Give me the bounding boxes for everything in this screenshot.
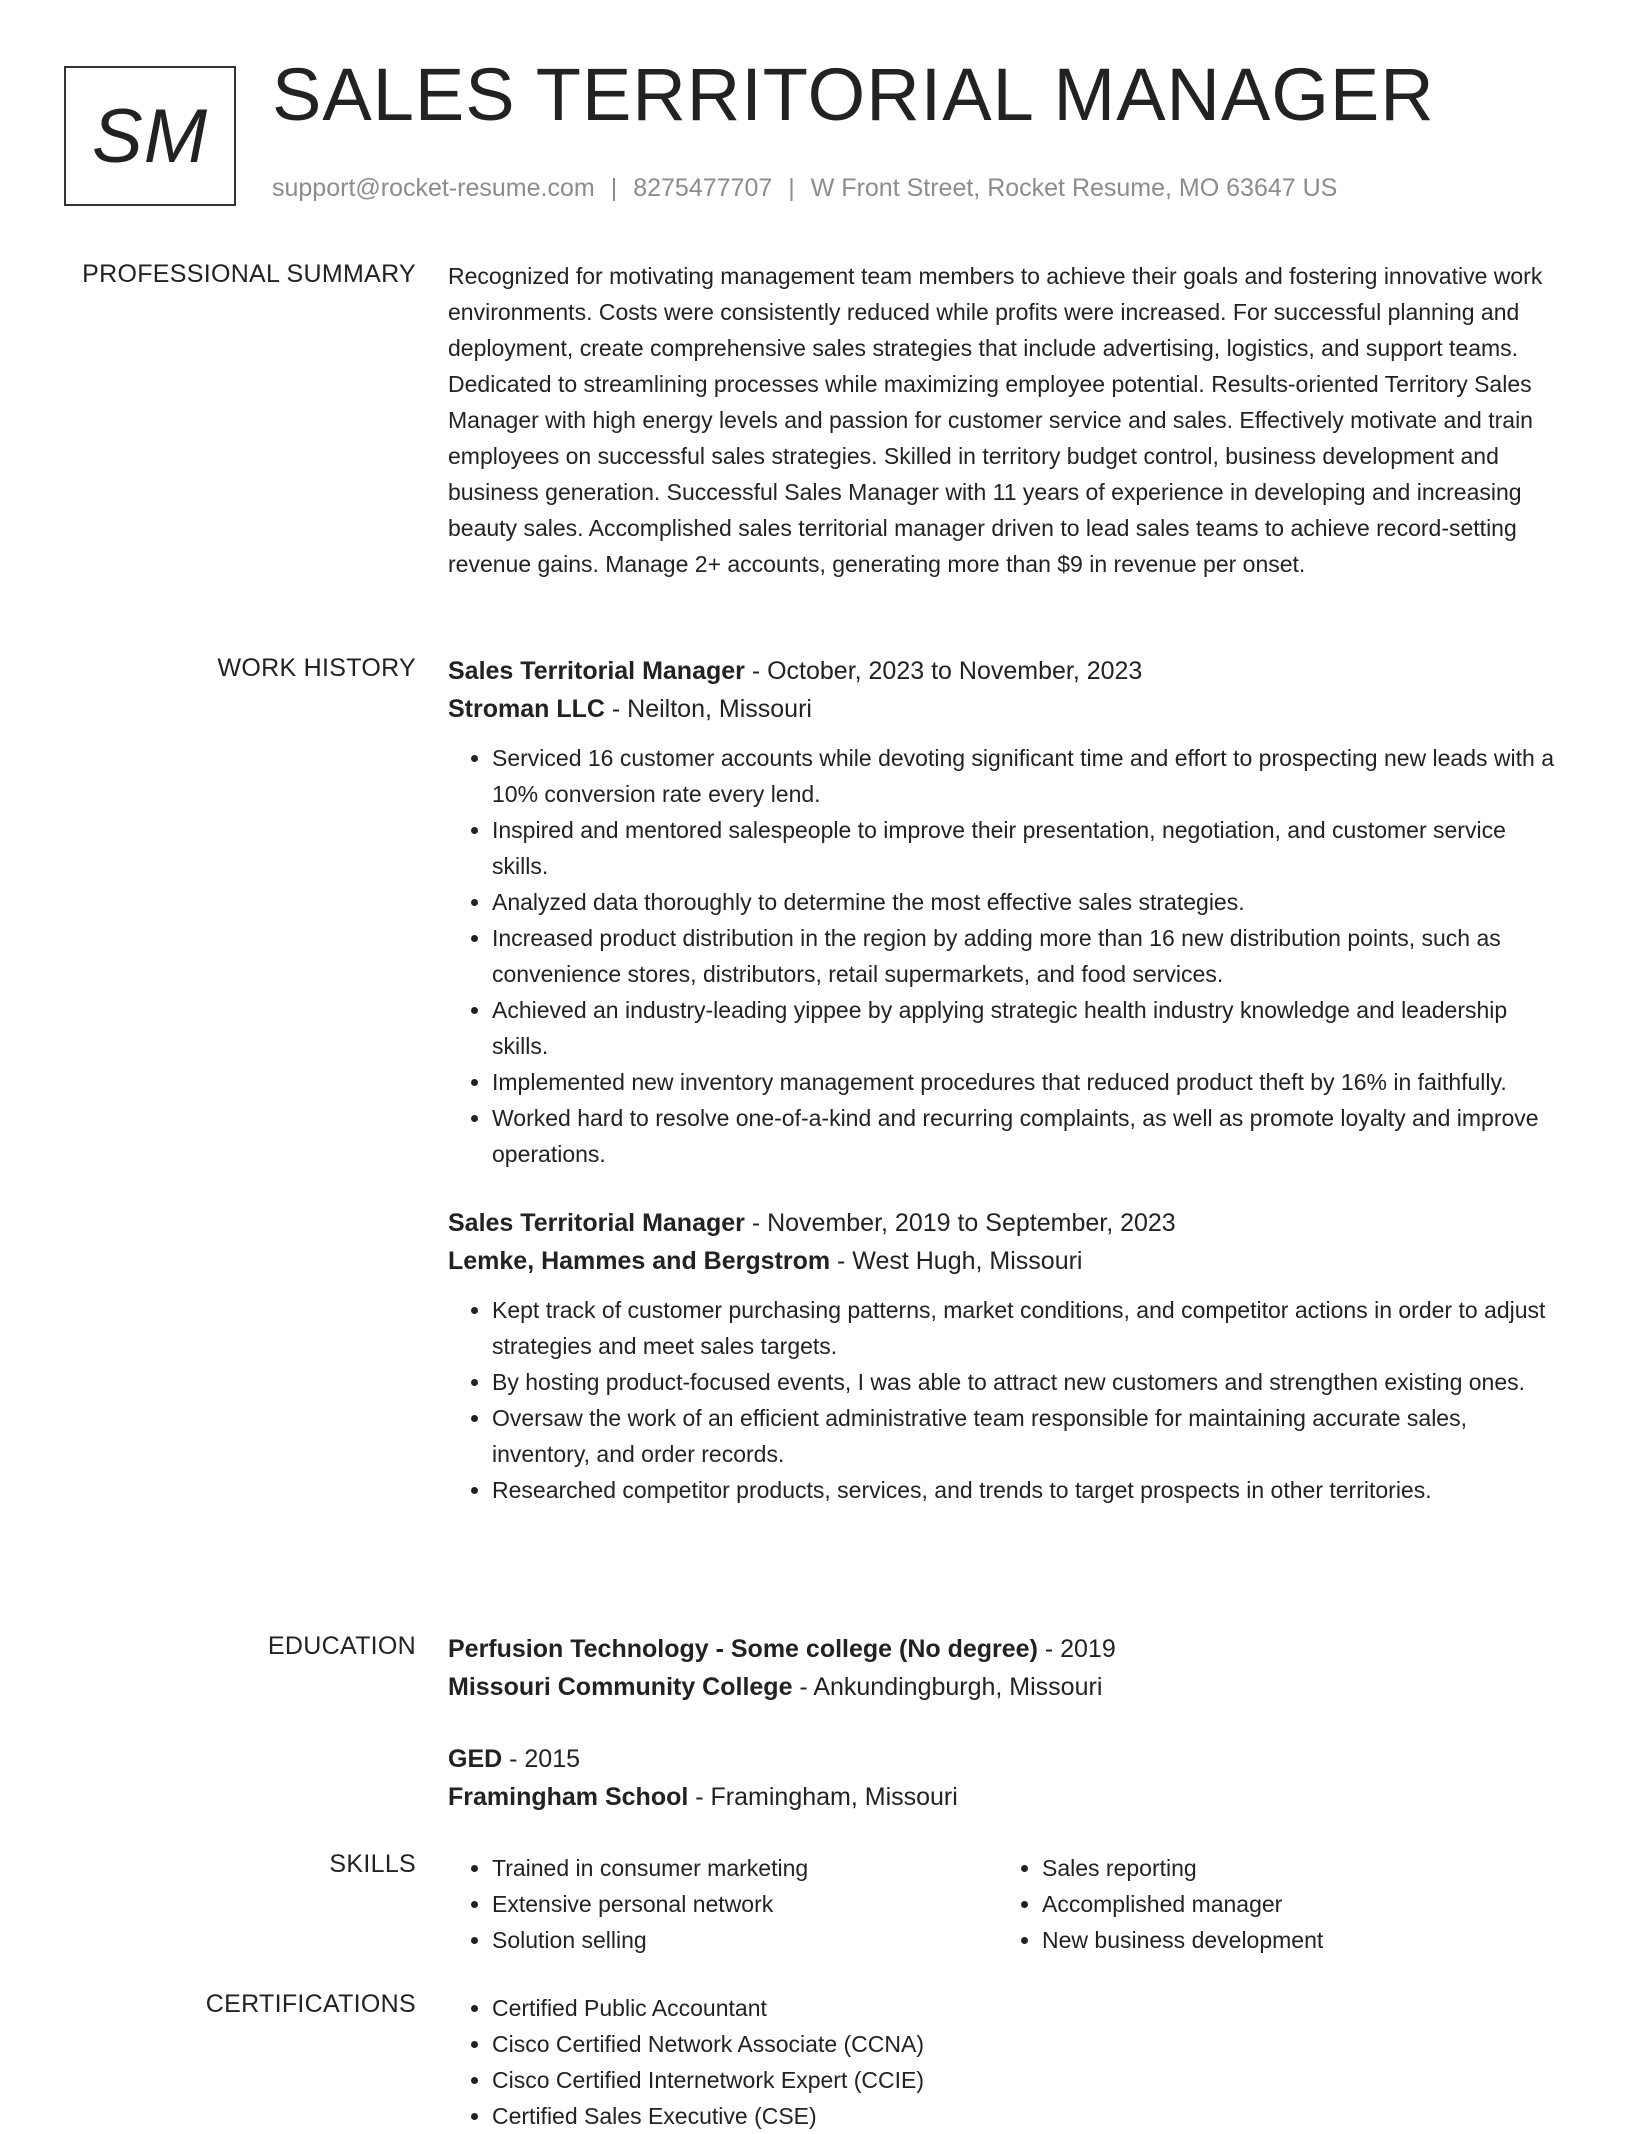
- education-school-line: [448, 1668, 1560, 1706]
- list-item: • Analyzed data thoroughly to determine the most effective sales strategies.: [492, 884, 1560, 920]
- job-location: - West Hugh, Missouri: [830, 1247, 1083, 1275]
- list-item: • Serviced 16 customer accounts while devoting significant time and effort to prospecting new leads with a 10% conversion rate every lend.: [492, 740, 1560, 812]
- job-location: - Neilton, Missouri: [604, 695, 812, 723]
- list-item: • Oversaw the work of an efficient administrative team responsible for maintaining accurate sales, inventory, and order records.: [492, 1400, 1560, 1472]
- certifications-body: [448, 1990, 1560, 2134]
- job-company-line: [448, 690, 1560, 728]
- education-entry: [448, 1740, 1560, 1816]
- list-item: • Researched competitor products, services, and trends to target prospects in other territories.: [492, 1472, 1560, 1508]
- certifications-list: [448, 1990, 1560, 2134]
- list-item: • Extensive personal network: [492, 1886, 998, 1922]
- education-degree: GED: [448, 1745, 503, 1773]
- job-title: Sales Territorial Manager: [448, 657, 745, 685]
- list-item: • Solution selling: [492, 1922, 998, 1958]
- education-body: [448, 1630, 1560, 1816]
- education-degree-line: [448, 1630, 1560, 1668]
- job-title: Sales Territorial Manager: [448, 1209, 745, 1237]
- skills-column-right: [998, 1850, 1548, 1958]
- list-item: • Increased product distribution in the region by adding more than 16 new distribution points, such as convenience stores, distributors, retail supermarkets, and food services.: [492, 920, 1560, 992]
- job-entry: [448, 652, 1560, 1172]
- list-item: • Sales reporting: [1042, 1850, 1548, 1886]
- job-title-line: [448, 652, 1560, 690]
- education-school: Framingham School: [448, 1783, 689, 1811]
- summary-body: [448, 258, 1560, 582]
- education-location: - Framingham, Missouri: [688, 1783, 958, 1811]
- education-year: - 2019: [1037, 1635, 1116, 1663]
- list-item: • Cisco Certified Network Associate (CCNA): [492, 2026, 1560, 2062]
- education-location: - Ankundingburgh, Missouri: [792, 1673, 1103, 1701]
- list-item: • Worked hard to resolve one-of-a-kind and recurring complaints, as well as promote loyalty and improve operations.: [492, 1100, 1560, 1172]
- contact-separator: |: [610, 174, 618, 202]
- section-label-education: EDUCATION: [267, 1632, 416, 1660]
- job-company-line: [448, 1242, 1560, 1280]
- section-label-certifications: CERTIFICATIONS: [205, 1990, 416, 2018]
- education-school-line: [448, 1778, 1560, 1816]
- list-item: • Implemented new inventory management procedures that reduced product theft by 16% in faithfully.: [492, 1064, 1560, 1100]
- education-degree-line: [448, 1740, 1560, 1778]
- list-item: • Achieved an industry-leading yippee by applying strategic health industry knowledge and leadership skills.: [492, 992, 1560, 1064]
- list-item: • By hosting product-focused events, I was able to attract new customers and strengthen existing ones.: [492, 1364, 1560, 1400]
- education-school: Missouri Community College: [448, 1673, 793, 1701]
- list-item: • Certified Public Accountant: [492, 1990, 1560, 2026]
- education-degree: Perfusion Technology - Some college (No degree): [448, 1635, 1038, 1663]
- phone-text[interactable]: 8275477707: [633, 174, 773, 202]
- job-entry: [448, 1204, 1560, 1508]
- list-item: • Certified Sales Executive (CSE): [492, 2098, 1560, 2134]
- monogram-logo: SM: [64, 66, 236, 206]
- list-item: • Trained in consumer marketing: [492, 1850, 998, 1886]
- section-label-summary: PROFESSIONAL SUMMARY: [82, 260, 416, 288]
- list-item: • Kept track of customer purchasing patterns, market conditions, and competitor actions in order to adjust strategies and meet sales targets.: [492, 1292, 1560, 1364]
- section-label-skills: SKILLS: [329, 1850, 416, 1878]
- contact-line: [272, 174, 1337, 203]
- list-item: • Accomplished manager: [1042, 1886, 1548, 1922]
- list-item: • New business development: [1042, 1922, 1548, 1958]
- skills-body: [448, 1850, 1560, 1958]
- job-company: Stroman LLC: [448, 695, 605, 723]
- page-title: SALES TERRITORIAL MANAGER: [272, 53, 1435, 136]
- contact-separator: |: [788, 174, 795, 202]
- section-label-work-history: WORK HISTORY: [217, 654, 416, 682]
- education-year: - 2015: [502, 1745, 581, 1773]
- skills-column-left: [448, 1850, 998, 1958]
- job-title-line: [448, 1204, 1560, 1242]
- summary-text: Recognized for motivating management team members to achieve their goals and fostering innovative work environments. Costs were consistently reduced while profits were increased. For successful planning and deployment, create comprehensive sales strategies that include advertising, logistics, and support teams. Dedicated to streamlining processes while maximizing employee potential. Results-oriented Territory Sales Manager with high energy levels and passion for customer service and sales. Effectively motivate and train employees on successful sales strategies. Skilled in territory budget control, business development and business generation. Successful Sales Manager with 11 years of experience in developing and increasing beauty sales. Accomplished sales territorial manager driven to lead sales teams to achieve record-setting revenue gains. Manage 2+ accounts, generating more than $9 in revenue per onset.: [448, 263, 1543, 577]
- job-dates: - October, 2023 to November, 2023: [744, 657, 1143, 685]
- education-entry: [448, 1630, 1560, 1706]
- list-item: • Cisco Certified Internetwork Expert (CCIE): [492, 2062, 1560, 2098]
- list-item: • Inspired and mentored salespeople to improve their presentation, negotiation, and customer service skills.: [492, 812, 1560, 884]
- job-company: Lemke, Hammes and Bergstrom: [448, 1247, 831, 1275]
- skills-grid: [448, 1850, 1560, 1958]
- job-bullets: [448, 1292, 1560, 1508]
- email-text[interactable]: support@rocket-resume.com: [272, 174, 595, 202]
- address-text: W Front Street, Rocket Resume, MO 63647 US: [810, 174, 1338, 202]
- job-dates: - November, 2019 to September, 2023: [744, 1209, 1176, 1237]
- work-history-body: [448, 652, 1560, 1508]
- job-bullets: [448, 740, 1560, 1172]
